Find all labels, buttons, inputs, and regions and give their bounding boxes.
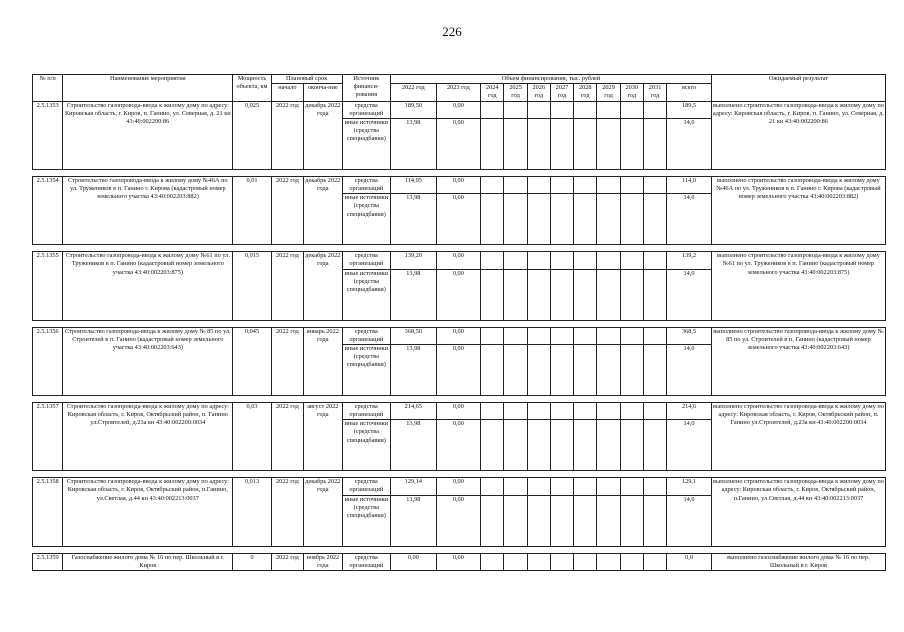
header-funding: Объем финансирования, тыс. рублей [391,75,712,84]
empty-year-cell [574,194,597,245]
empty-year-cell [643,194,666,245]
row-source: средства организаций [342,176,391,193]
header-term-start: начало [271,84,303,101]
empty-year-cell [574,252,597,269]
empty-year-cell [481,269,504,320]
row-id: 2.5.1354 [33,176,63,244]
row-separator [33,546,886,553]
row-value-2022: 189,50 [391,101,437,118]
empty-year-cell [481,420,504,471]
row-separator [33,169,886,176]
row-source: иные источники (средства спецнадбавки) [342,420,391,471]
row-id: 2.5.1357 [33,402,63,470]
row-source: средства организаций [342,101,391,118]
separator-cell [33,320,886,327]
empty-year-cell [481,495,504,546]
row-value-2022: 13,98 [391,344,437,395]
header-source: Источник финанси-рования [342,75,391,102]
row-power: 0,01 [233,176,271,244]
header-power: Мощность объекта, км [233,75,271,102]
row-value-2023: 0,00 [436,118,481,169]
table-row [33,402,886,419]
empty-year-cell [527,176,550,193]
empty-year-cell [643,478,666,495]
row-value-2022: 114,05 [391,176,437,193]
table-row [33,478,886,495]
row-result: выполнено строительство газопровода-ввода к жилому дому по адресу: Кировская область, г. Киров, п. Ганино, ул. Северная, д. 21 кн 43:40:002200:86 [711,101,885,169]
empty-year-cell [620,118,643,169]
empty-year-cell [643,344,666,395]
table-row [33,553,886,570]
row-total: 368,5 [667,327,712,344]
row-end: декабрь 2022 года [304,176,342,244]
row-power: 0,025 [233,101,271,169]
row-total: 14,0 [667,495,712,546]
row-end: август 2022 года [304,402,342,470]
row-start: 2022 год [271,101,303,169]
row-total: 114,0 [667,176,712,193]
row-power: 0,013 [233,478,271,546]
empty-year-cell [620,478,643,495]
row-value-2023: 0,00 [436,478,481,495]
row-separator [33,395,886,402]
row-name: Строительство газопровода-ввода к жилому дому № 85 по ул. Строителей в п. Ганино (кадастровый номер земельного участка 43:40:002203:643) [63,327,233,395]
empty-year-cell [504,118,527,169]
empty-year-cell [597,553,620,570]
empty-year-cell [504,402,527,419]
empty-year-cell [504,101,527,118]
header-term-end: оконча-ние [304,84,342,101]
header-year: 2022 год [391,84,437,101]
empty-year-cell [504,478,527,495]
header-year: 2027 год [550,84,573,101]
empty-year-cell [620,495,643,546]
empty-year-cell [597,269,620,320]
row-start: 2022 год [271,478,303,546]
empty-year-cell [597,420,620,471]
table-row [33,176,886,193]
row-end: декабрь 2022 года [304,252,342,320]
empty-year-cell [620,269,643,320]
row-value-2023: 0,00 [436,252,481,269]
row-result: выполнено строительство газопровода-ввода к жилому дому №61 по ул. Тружеников в п. Ганино (кадастровый номер земельного участка 43:40:002203:875) [711,252,885,320]
row-result: выполнено строительство газопровода-ввода к жилому дому по адресу: Кировская область, г. Киров, Октябрьский район, п.Ганино, ул.Светлая, д.44 кн 43:40:002213:0037 [711,478,885,546]
row-value-2022: 0,00 [391,553,437,570]
row-end: декабрь 2022 года [304,101,342,169]
row-total: 14,0 [667,118,712,169]
row-value-2023: 0,00 [436,194,481,245]
row-name: Строительство газопровода-ввода к жилому дому №46А по ул. Тружеников в п. Ганино г. Кирова (кадастровый номер земельного участка 43:40:002203:882) [63,176,233,244]
empty-year-cell [574,478,597,495]
row-start: 2022 год [271,553,303,570]
empty-year-cell [597,252,620,269]
empty-year-cell [527,269,550,320]
row-start: 2022 год [271,252,303,320]
empty-year-cell [597,402,620,419]
empty-year-cell [481,101,504,118]
empty-year-cell [620,252,643,269]
row-power: 0,045 [233,327,271,395]
row-result: выполнено строительство газопровода-ввода к жилому дому №46А по ул. Тружеников в п. Ганино г. Кирова (кадастровый номер земельного участка 43:40:002203:882) [711,176,885,244]
empty-year-cell [597,194,620,245]
empty-year-cell [550,194,573,245]
empty-year-cell [550,344,573,395]
header-year: 2025 год [504,84,527,101]
empty-year-cell [481,553,504,570]
empty-year-cell [527,553,550,570]
empty-year-cell [597,478,620,495]
row-end: декабрь 2022 года [304,478,342,546]
empty-year-cell [620,553,643,570]
empty-year-cell [504,269,527,320]
header-year: 2026 год [527,84,550,101]
row-power: 0,03 [233,402,271,470]
empty-year-cell [481,252,504,269]
header-term: Плановый срок [271,75,342,84]
header-year: 2023 год [436,84,481,101]
row-value-2022: 139,20 [391,252,437,269]
row-total: 129,1 [667,478,712,495]
header-total: всего [667,84,712,101]
separator-cell [33,169,886,176]
empty-year-cell [550,252,573,269]
row-name: Строительство газопровода-ввода к жилому дому по адресу: Кировская область, г. Киров, Октябрьский район, п.Ганино, ул.Светлая, д.44 кн 43:40:002213:0037 [63,478,233,546]
row-value-2022: 368,50 [391,327,437,344]
empty-year-cell [574,553,597,570]
empty-year-cell [643,327,666,344]
row-end: январь 2022 года [304,327,342,395]
row-total: 14,0 [667,269,712,320]
empty-year-cell [504,553,527,570]
empty-year-cell [574,344,597,395]
empty-year-cell [504,420,527,471]
row-total: 0,0 [667,553,712,570]
empty-year-cell [550,495,573,546]
empty-year-cell [527,420,550,471]
empty-year-cell [481,478,504,495]
row-value-2023: 0,00 [436,420,481,471]
empty-year-cell [527,252,550,269]
empty-year-cell [643,402,666,419]
separator-cell [33,546,886,553]
empty-year-cell [620,101,643,118]
empty-year-cell [643,101,666,118]
row-total: 139,2 [667,252,712,269]
empty-year-cell [550,176,573,193]
row-source: иные источники (средства спецнадбавки) [342,194,391,245]
empty-year-cell [481,402,504,419]
empty-year-cell [504,344,527,395]
row-source: средства организаций [342,402,391,419]
empty-year-cell [527,118,550,169]
empty-year-cell [597,495,620,546]
empty-year-cell [620,344,643,395]
row-start: 2022 год [271,402,303,470]
funding-table [32,74,886,571]
empty-year-cell [574,176,597,193]
row-value-2022: 129,14 [391,478,437,495]
empty-year-cell [574,327,597,344]
row-source: иные источники (средства спецнадбавки) [342,344,391,395]
row-end: ноябрь 2022 года [304,553,342,570]
row-value-2022: 214,65 [391,402,437,419]
empty-year-cell [550,269,573,320]
row-id: 2.5.1358 [33,478,63,546]
empty-year-cell [550,478,573,495]
empty-year-cell [481,176,504,193]
row-value-2023: 0,00 [436,327,481,344]
separator-cell [33,245,886,252]
empty-year-cell [574,101,597,118]
empty-year-cell [504,194,527,245]
row-source: иные источники (средства спецнадбавки) [342,118,391,169]
row-value-2023: 0,00 [436,344,481,395]
row-value-2023: 0,00 [436,176,481,193]
table-body [33,101,886,570]
row-id: 2.5.1353 [33,101,63,169]
row-source: средства организаций [342,478,391,495]
table-row [33,101,886,118]
empty-year-cell [620,194,643,245]
empty-year-cell [574,118,597,169]
row-value-2022: 13,98 [391,118,437,169]
empty-year-cell [550,118,573,169]
empty-year-cell [574,420,597,471]
empty-year-cell [643,118,666,169]
empty-year-cell [597,118,620,169]
row-value-2023: 0,00 [436,553,481,570]
row-value-2022: 13,98 [391,420,437,471]
empty-year-cell [643,176,666,193]
empty-year-cell [620,176,643,193]
row-value-2022: 13,98 [391,495,437,546]
row-name: Строительство газопровода-ввода к жилому дому №61 по ул. Тружеников в п. Ганино (кадастровый номер земельного участка 43:40:002203:875) [63,252,233,320]
row-id: 2.5.1356 [33,327,63,395]
row-source: средства организаций [342,327,391,344]
empty-year-cell [550,101,573,118]
empty-year-cell [643,420,666,471]
row-total: 189,5 [667,101,712,118]
empty-year-cell [574,495,597,546]
header-result: Ожидаемый результат [711,75,885,102]
empty-year-cell [527,194,550,245]
row-source: средства организаций [342,553,391,570]
empty-year-cell [527,327,550,344]
row-value-2022: 13,98 [391,194,437,245]
empty-year-cell [643,495,666,546]
empty-year-cell [527,344,550,395]
row-start: 2022 год [271,327,303,395]
row-total: 214,6 [667,402,712,419]
row-value-2023: 0,00 [436,402,481,419]
row-result: выполнено газоснабжение жилого дома № 16 по пер. Школьный в г. Киров [711,553,885,570]
empty-year-cell [574,269,597,320]
separator-cell [33,471,886,478]
row-result: выполнено строительство газопровода-ввода к жилому дому по адресу: Кировская область, г. Киров, Октябрьский район, п. Ганино ул.Строителей, д.23а кн 43:40:002200:0034 [711,402,885,470]
empty-year-cell [527,402,550,419]
row-total: 14,0 [667,194,712,245]
empty-year-cell [550,402,573,419]
row-separator [33,245,886,252]
page-number: 226 [442,24,462,39]
row-separator [33,320,886,327]
empty-year-cell [620,402,643,419]
empty-year-cell [504,327,527,344]
empty-year-cell [643,269,666,320]
header-year: 2029 год [597,84,620,101]
row-power: 0 [233,553,271,570]
empty-year-cell [597,176,620,193]
empty-year-cell [643,553,666,570]
empty-year-cell [504,252,527,269]
row-source: средства организаций [342,252,391,269]
header-year: 2024 год [481,84,504,101]
row-value-2023: 0,00 [436,101,481,118]
empty-year-cell [597,101,620,118]
empty-year-cell [550,553,573,570]
row-value-2023: 0,00 [436,495,481,546]
empty-year-cell [550,327,573,344]
empty-year-cell [597,327,620,344]
empty-year-cell [504,495,527,546]
row-name: Строительство газопровода-ввода к жилому дому по адресу: Кировская область, г. Киров, Октябрьский район, п. Ганино ул.Строителей, д.23а кн 43:40:002200:0034 [63,402,233,470]
row-total: 14,0 [667,344,712,395]
header-name: Наименование мероприятия [63,75,233,102]
separator-cell [33,395,886,402]
row-name: Строительство газопровода-ввода к жилому дому по адресу: Кировская область, г. Киров, п. Ганино, ул. Северная, д. 21 кн 43:40:002200:86 [63,101,233,169]
row-name: Газоснабжение жилого дома № 16 по пер. Школьный в г. Киров [63,553,233,570]
row-result: выполнено строительство газопровода-ввода к жилому дому № 85 по ул. Строителей в п. Ганино (кадастровый номер земельного участка 43:40:002203:643) [711,327,885,395]
row-total: 14,0 [667,420,712,471]
empty-year-cell [481,327,504,344]
row-value-2022: 13,98 [391,269,437,320]
header-year: 2031 год [643,84,666,101]
row-id: 2.5.1359 [33,553,63,570]
empty-year-cell [504,176,527,193]
header-year: 2028 год [574,84,597,101]
empty-year-cell [481,194,504,245]
empty-year-cell [481,344,504,395]
header-year: 2030 год [620,84,643,101]
table-row [33,327,886,344]
empty-year-cell [574,402,597,419]
row-start: 2022 год [271,176,303,244]
empty-year-cell [527,101,550,118]
row-source: иные источники (средства спецнадбавки) [342,269,391,320]
table-row [33,252,886,269]
header-num: № п/п [33,75,63,102]
empty-year-cell [643,252,666,269]
empty-year-cell [550,420,573,471]
empty-year-cell [597,344,620,395]
empty-year-cell [527,478,550,495]
row-id: 2.5.1355 [33,252,63,320]
empty-year-cell [620,327,643,344]
row-source: иные источники (средства спецнадбавки) [342,495,391,546]
empty-year-cell [481,118,504,169]
row-value-2023: 0,00 [436,269,481,320]
empty-year-cell [620,420,643,471]
empty-year-cell [527,495,550,546]
row-power: 0,015 [233,252,271,320]
row-separator [33,471,886,478]
